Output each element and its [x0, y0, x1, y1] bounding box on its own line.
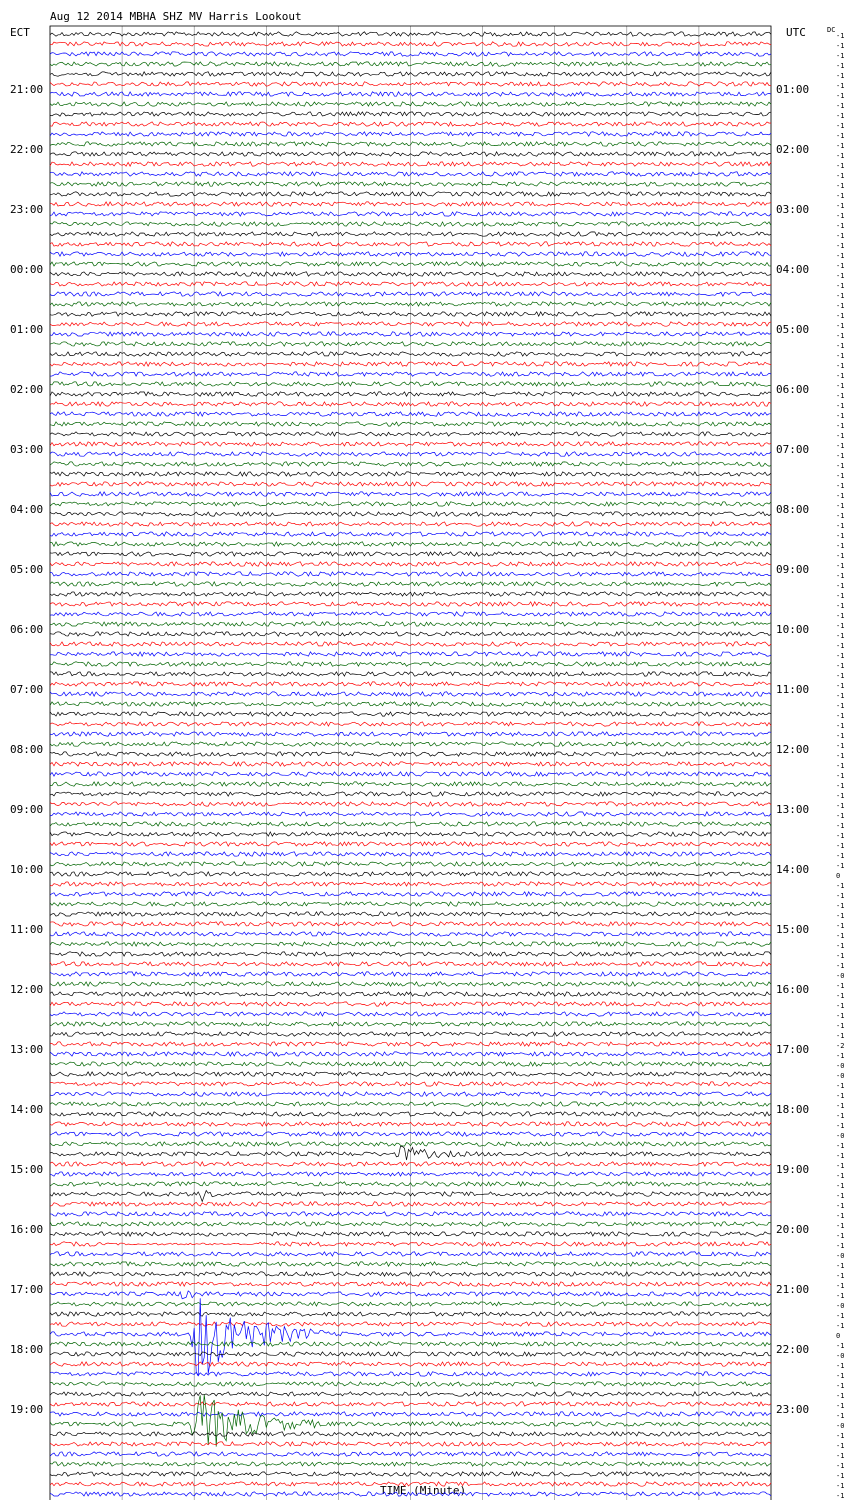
- dc-offset: -1: [836, 332, 845, 340]
- dc-offset: -1: [836, 1092, 845, 1100]
- dc-offset: -1: [836, 42, 845, 50]
- ect-hour-label: 06:00: [10, 623, 44, 636]
- dc-offset: -1: [836, 372, 845, 380]
- dc-offset: -1: [836, 1242, 845, 1250]
- dc-offset: -1: [836, 1202, 845, 1210]
- ect-hour-label: 00:00: [10, 263, 44, 276]
- dc-offset: -1: [836, 642, 845, 650]
- utc-hour-label: 14:00: [776, 863, 810, 876]
- dc-offset: -1: [836, 1002, 845, 1010]
- dc-offset: -1: [836, 1292, 845, 1300]
- dc-offset: -1: [836, 232, 845, 240]
- dc-offset: -1: [836, 1122, 845, 1130]
- x-axis-label: TIME (Minute): [380, 1484, 467, 1497]
- dc-offset: -1: [836, 502, 845, 510]
- dc-offset: -1: [836, 1212, 845, 1220]
- dc-offset: -2: [836, 1042, 845, 1050]
- dc-offset: -1: [836, 122, 845, 130]
- dc-offset: -1: [836, 1492, 845, 1500]
- dc-offset: -1: [836, 662, 845, 670]
- dc-offset: -1: [836, 1312, 845, 1320]
- dc-offset: -1: [836, 1462, 845, 1470]
- dc-offset: -1: [836, 912, 845, 920]
- dc-offset: -1: [836, 512, 845, 520]
- dc-offset: -1: [836, 1052, 845, 1060]
- dc-offset: -1: [836, 172, 845, 180]
- dc-offset: -1: [836, 882, 845, 890]
- dc-offset: -1: [836, 1362, 845, 1370]
- dc-offset: -1: [836, 1192, 845, 1200]
- ect-hour-label: 10:00: [10, 863, 44, 876]
- dc-offset: -1: [836, 732, 845, 740]
- dc-offset: -1: [836, 182, 845, 190]
- dc-offset: -1: [836, 462, 845, 470]
- dc-offset: -1: [836, 72, 845, 80]
- ect-hour-label: 04:00: [10, 503, 44, 516]
- dc-offset: -1: [836, 1342, 845, 1350]
- dc-offset: -1: [836, 962, 845, 970]
- utc-hour-label: 21:00: [776, 1283, 810, 1296]
- dc-offset: -0: [836, 1062, 845, 1070]
- dc-offset: -1: [836, 1282, 845, 1290]
- dc-offset: -1: [836, 292, 845, 300]
- ect-hour-label: 19:00: [10, 1403, 44, 1416]
- dc-offset: -1: [836, 1452, 845, 1460]
- ect-hour-label: 01:00: [10, 323, 44, 336]
- dc-offset: -1: [836, 112, 845, 120]
- dc-offset: 0: [836, 872, 841, 880]
- dc-offset: -1: [836, 1182, 845, 1190]
- ect-hour-label: 12:00: [10, 983, 44, 996]
- dc-offset: -1: [836, 1392, 845, 1400]
- dc-offset: -1: [836, 62, 845, 70]
- dc-offset: -1: [836, 742, 845, 750]
- dc-offset: -1: [836, 1472, 845, 1480]
- dc-offset: -1: [836, 712, 845, 720]
- ect-hour-label: 05:00: [10, 563, 44, 576]
- utc-hour-label: 10:00: [776, 623, 810, 636]
- dc-offset: -1: [836, 1172, 845, 1180]
- dc-offset: -1: [836, 692, 845, 700]
- dc-offset: -1: [836, 312, 845, 320]
- utc-hour-label: 22:00: [776, 1343, 810, 1356]
- dc-offset: -1: [836, 722, 845, 730]
- dc-offset: -1: [836, 802, 845, 810]
- dc-offset: -1: [836, 992, 845, 1000]
- utc-hour-label: 16:00: [776, 983, 810, 996]
- ect-hour-label: 14:00: [10, 1103, 44, 1116]
- dc-offset: -1: [836, 82, 845, 90]
- ect-hour-label: 23:00: [10, 203, 44, 216]
- dc-offset: -1: [836, 1112, 845, 1120]
- utc-hour-label: 17:00: [776, 1043, 810, 1056]
- dc-offset: -1: [836, 422, 845, 430]
- dc-offset: -1: [836, 1142, 845, 1150]
- dc-offset: -1: [836, 892, 845, 900]
- dc-offset: -1: [836, 192, 845, 200]
- utc-hour-labels: [776, 83, 809, 1416]
- dc-offset: 0: [836, 1332, 841, 1340]
- utc-hour-label: 12:00: [776, 743, 810, 756]
- dc-offset: -1: [836, 602, 845, 610]
- dc-offset: -1: [836, 1432, 845, 1440]
- ect-hour-label: 15:00: [10, 1163, 44, 1176]
- dc-offset: -1: [836, 392, 845, 400]
- ect-hour-label: 21:00: [10, 83, 44, 96]
- dc-offset: -0: [836, 1132, 845, 1140]
- dc-offset: -1: [836, 382, 845, 390]
- ect-hour-label: 07:00: [10, 683, 44, 696]
- dc-offset: -1: [836, 1232, 845, 1240]
- dc-offset: -1: [836, 762, 845, 770]
- dc-offset: -1: [836, 1032, 845, 1040]
- dc-offset: -1: [836, 842, 845, 850]
- dc-offset: -1: [836, 1442, 845, 1450]
- dc-offset: -1: [836, 862, 845, 870]
- dc-offset: -0: [836, 1072, 845, 1080]
- dc-offset: -1: [836, 932, 845, 940]
- dc-offset: -1: [836, 532, 845, 540]
- dc-offset: -1: [836, 702, 845, 710]
- utc-hour-label: 11:00: [776, 683, 810, 696]
- dc-offset: -1: [836, 282, 845, 290]
- dc-offset: -1: [836, 582, 845, 590]
- dc-offset: -1: [836, 982, 845, 990]
- dc-offset: -1: [836, 522, 845, 530]
- dc-offset: -1: [836, 1222, 845, 1230]
- dc-offset: -1: [836, 792, 845, 800]
- dc-offset: -1: [836, 1382, 845, 1390]
- dc-offset: -1: [836, 1012, 845, 1020]
- dc-offset: -1: [836, 222, 845, 230]
- ect-hour-label: 13:00: [10, 1043, 44, 1056]
- dc-offset: -1: [836, 442, 845, 450]
- utc-hour-label: 18:00: [776, 1103, 810, 1116]
- dc-offset: -1: [836, 1102, 845, 1110]
- dc-offset: -1: [836, 1412, 845, 1420]
- dc-offset: -1: [836, 152, 845, 160]
- dc-offset: -1: [836, 572, 845, 580]
- dc-offset: -1: [836, 592, 845, 600]
- dc-offset: -1: [836, 902, 845, 910]
- dc-offset-labels: [836, 32, 844, 1500]
- dc-offset: -1: [836, 1482, 845, 1490]
- dc-offset: -1: [836, 242, 845, 250]
- ect-hour-label: 18:00: [10, 1343, 44, 1356]
- dc-offset: -1: [836, 162, 845, 170]
- dc-offset: -1: [836, 402, 845, 410]
- dc-offset: -1: [836, 622, 845, 630]
- dc-offset: -0: [836, 1422, 845, 1430]
- utc-hour-label: 20:00: [776, 1223, 810, 1236]
- right-axis-label: UTC: [786, 26, 806, 39]
- dc-offset: -1: [836, 132, 845, 140]
- dc-offset: -1: [836, 492, 845, 500]
- dc-offset: -1: [836, 782, 845, 790]
- dc-offset: -1: [836, 552, 845, 560]
- dc-offset: -1: [836, 1372, 845, 1380]
- dc-offset: -1: [836, 412, 845, 420]
- dc-offset: -1: [836, 32, 845, 40]
- dc-offset: -1: [836, 212, 845, 220]
- dc-offset: -1: [836, 472, 845, 480]
- ect-hour-label: 22:00: [10, 143, 44, 156]
- dc-offset: -0: [836, 1302, 845, 1310]
- dc-offset: -1: [836, 922, 845, 930]
- dc-offset: -1: [836, 942, 845, 950]
- dc-offset: -1: [836, 612, 845, 620]
- utc-hour-label: 19:00: [776, 1163, 810, 1176]
- ect-hour-label: 16:00: [10, 1223, 44, 1236]
- utc-hour-label: 07:00: [776, 443, 810, 456]
- chart-title: Aug 12 2014 MBHA SHZ MV Harris Lookout: [50, 10, 302, 23]
- dc-offset: -1: [836, 452, 845, 460]
- dc-offset: -0: [836, 1252, 845, 1260]
- dc-offset: -1: [836, 1152, 845, 1160]
- dc-offset: -1: [836, 352, 845, 360]
- dc-offset: -1: [836, 252, 845, 260]
- dc-offset: -1: [836, 542, 845, 550]
- utc-hour-label: 13:00: [776, 803, 810, 816]
- dc-offset: -1: [836, 482, 845, 490]
- ect-hour-label: 02:00: [10, 383, 44, 396]
- ect-hour-label: 11:00: [10, 923, 44, 936]
- dc-offset: -1: [836, 302, 845, 310]
- dc-offset: -1: [836, 142, 845, 150]
- dc-offset: -1: [836, 1082, 845, 1090]
- dc-offset: -1: [836, 822, 845, 830]
- utc-hour-label: 02:00: [776, 143, 810, 156]
- dc-offset: -1: [836, 1022, 845, 1030]
- utc-hour-label: 23:00: [776, 1403, 810, 1416]
- dc-offset: -1: [836, 952, 845, 960]
- dc-offset: -1: [836, 432, 845, 440]
- left-axis-label: ECT: [10, 26, 30, 39]
- dc-offset: -1: [836, 652, 845, 660]
- utc-hour-label: 03:00: [776, 203, 810, 216]
- ect-hour-labels: [10, 83, 43, 1416]
- dc-offset: -1: [836, 362, 845, 370]
- dc-offset: -1: [836, 752, 845, 760]
- dc-offset: -1: [836, 812, 845, 820]
- dc-offset: -0: [836, 972, 845, 980]
- dc-offset: -1: [836, 1322, 845, 1330]
- dc-offset: -1: [836, 632, 845, 640]
- dc-offset: -1: [836, 832, 845, 840]
- utc-hour-label: 01:00: [776, 83, 810, 96]
- ect-hour-label: 03:00: [10, 443, 44, 456]
- dc-offset: -1: [836, 262, 845, 270]
- dc-offset: -1: [836, 92, 845, 100]
- dc-label: DC: [827, 26, 836, 34]
- dc-offset: -1: [836, 1402, 845, 1410]
- dc-offset: -1: [836, 342, 845, 350]
- dc-offset: -1: [836, 52, 845, 60]
- dc-offset: -1: [836, 322, 845, 330]
- dc-offset: -1: [836, 202, 845, 210]
- dc-offset: -1: [836, 102, 845, 110]
- ect-hour-label: 08:00: [10, 743, 44, 756]
- dc-offset: -1: [836, 672, 845, 680]
- dc-offset: -1: [836, 852, 845, 860]
- dc-offset: -1: [836, 772, 845, 780]
- dc-offset: -1: [836, 562, 845, 570]
- dc-offset: -1: [836, 1262, 845, 1270]
- utc-hour-label: 04:00: [776, 263, 810, 276]
- dc-offset: -1: [836, 1272, 845, 1280]
- utc-hour-label: 08:00: [776, 503, 810, 516]
- utc-hour-label: 05:00: [776, 323, 810, 336]
- dc-offset: -0: [836, 1352, 845, 1360]
- utc-hour-label: 09:00: [776, 563, 810, 576]
- utc-hour-label: 15:00: [776, 923, 810, 936]
- dc-offset: -1: [836, 682, 845, 690]
- ect-hour-label: 17:00: [10, 1283, 44, 1296]
- ect-hour-label: 09:00: [10, 803, 44, 816]
- dc-offset: -1: [836, 1162, 845, 1170]
- dc-offset: -1: [836, 272, 845, 280]
- utc-hour-label: 06:00: [776, 383, 810, 396]
